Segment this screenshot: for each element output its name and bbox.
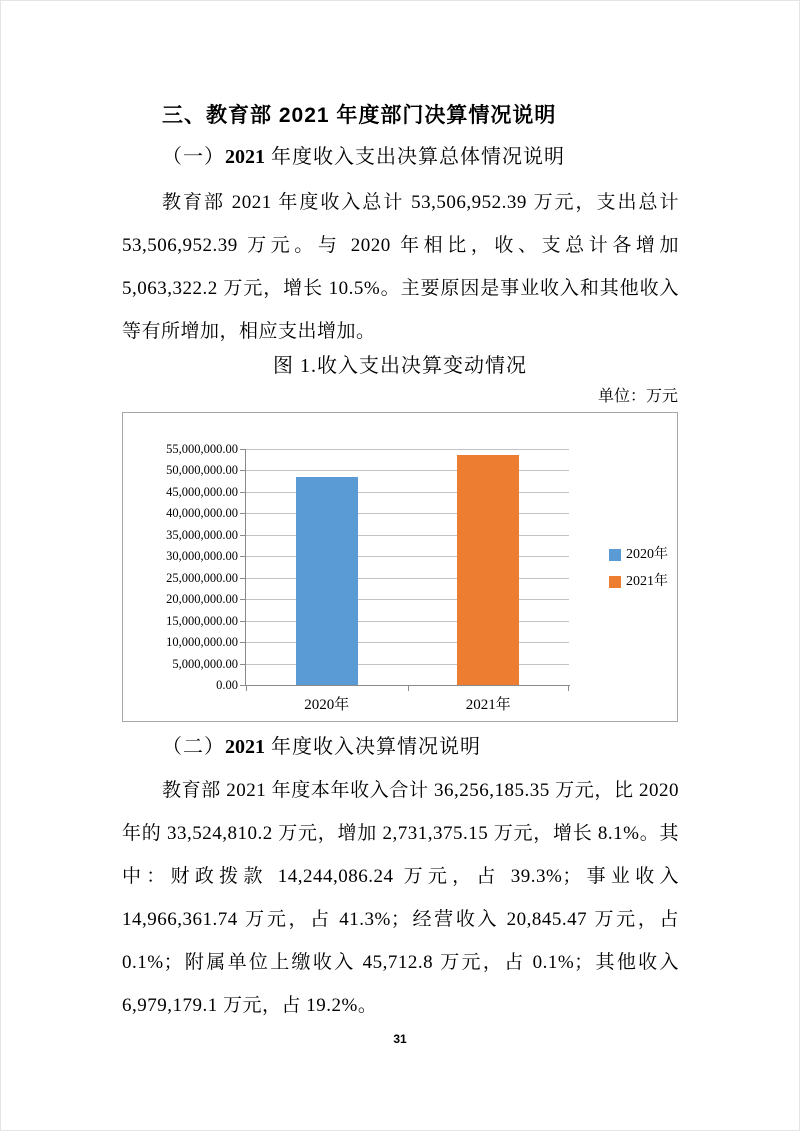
legend-swatch-icon xyxy=(609,549,621,561)
y-tick xyxy=(240,470,246,471)
gridline xyxy=(246,492,569,493)
bar-2020年 xyxy=(296,477,358,685)
legend-label: 2020年 xyxy=(626,547,668,562)
y-axis-label: 45,000,000.00 xyxy=(166,484,238,499)
gridline xyxy=(246,449,569,450)
section2-heading xyxy=(122,730,678,764)
y-axis-label: 0.00 xyxy=(216,678,238,692)
y-tick xyxy=(240,556,246,557)
section1-heading-year: 2021 xyxy=(225,146,265,168)
y-tick xyxy=(240,664,246,665)
legend-item xyxy=(609,573,668,591)
figure-caption: 图 1.收入支出决算变动情况 xyxy=(273,355,527,377)
gridline xyxy=(246,599,569,600)
section1-heading xyxy=(122,140,678,174)
section1-heading-prefix: （一） xyxy=(162,146,225,168)
legend-swatch-icon xyxy=(609,576,621,588)
section2-heading-year: 2021 xyxy=(225,736,265,758)
legend-item xyxy=(609,546,668,564)
chart-plot xyxy=(166,442,569,713)
gridline xyxy=(246,578,569,579)
gridline xyxy=(246,556,569,557)
gridline xyxy=(246,513,569,514)
y-tick xyxy=(240,513,246,514)
bar-chart xyxy=(122,412,678,722)
main-heading: 三、教育部 2021 年度部门决算情况说明 xyxy=(162,104,557,127)
y-tick xyxy=(240,449,246,450)
bar-2021年 xyxy=(457,455,519,685)
gridline xyxy=(246,535,569,536)
gridline xyxy=(246,621,569,622)
y-axis-label: 15,000,000.00 xyxy=(166,613,238,628)
chart-legend xyxy=(609,546,668,600)
y-axis-label: 10,000,000.00 xyxy=(166,635,238,650)
legend-label: 2021年 xyxy=(626,574,668,589)
y-axis-line xyxy=(245,449,246,686)
x-tick xyxy=(568,686,569,691)
y-axis-label: 30,000,000.00 xyxy=(166,549,238,564)
gridline xyxy=(246,642,569,643)
y-tick xyxy=(240,492,246,493)
y-tick xyxy=(240,621,246,622)
section1-heading-rest: 年度收入支出决算总体情况说明 xyxy=(265,146,565,168)
y-axis-label: 50,000,000.00 xyxy=(166,463,238,478)
x-axis-label: 2020年 xyxy=(304,697,350,713)
gridline xyxy=(246,470,569,471)
y-axis-label: 40,000,000.00 xyxy=(166,506,238,521)
y-tick xyxy=(240,599,246,600)
y-axis-label: 25,000,000.00 xyxy=(166,570,238,585)
y-axis-label: 20,000,000.00 xyxy=(166,592,238,607)
section1-paragraph: 教育部 2021 年度收入总计 53,506,952.39 万元，支出总计 53,506,952.39 万元。与 2020 年相比，收、支总计各增加 5,063,322.2 万元，增长 10.5%。主要原因是事业收入和其他收入等有所增加，相应支出增加。 xyxy=(122,192,679,342)
y-tick xyxy=(240,535,246,536)
y-axis-label: 55,000,000.00 xyxy=(166,442,238,456)
y-axis-label: 5,000,000.00 xyxy=(172,656,238,671)
page-number: 31 xyxy=(393,1032,407,1046)
x-tick xyxy=(246,686,247,691)
section2-paragraph: 教育部 2021 年度本年收入合计 36,256,185.35 万元，比 2020 年的 33,524,810.2 万元，增加 2,731,375.15 万元，增长 8.1%。其中：财政拨款 14,244,086.24 万元，占 39.3%；事业收入 14,966,361.74 万元，占 41.3%；经营收入 20,845.47 万元，占 0.1%；附属单位上缴收入 45,712.8 万元，占 0.1%；其他收入 6,979,179.1 万元，占 19.2%。 xyxy=(122,780,679,1016)
section2-heading-rest: 年度收入决算情况说明 xyxy=(265,736,481,758)
y-tick xyxy=(240,642,246,643)
x-axis-label: 2021年 xyxy=(465,697,511,713)
figure-unit-label: 单位：万元 xyxy=(597,388,678,405)
x-tick xyxy=(408,686,409,691)
y-axis-label: 35,000,000.00 xyxy=(166,527,238,542)
y-tick xyxy=(240,578,246,579)
section2-heading-prefix: （二） xyxy=(162,736,225,758)
gridline xyxy=(246,664,569,665)
